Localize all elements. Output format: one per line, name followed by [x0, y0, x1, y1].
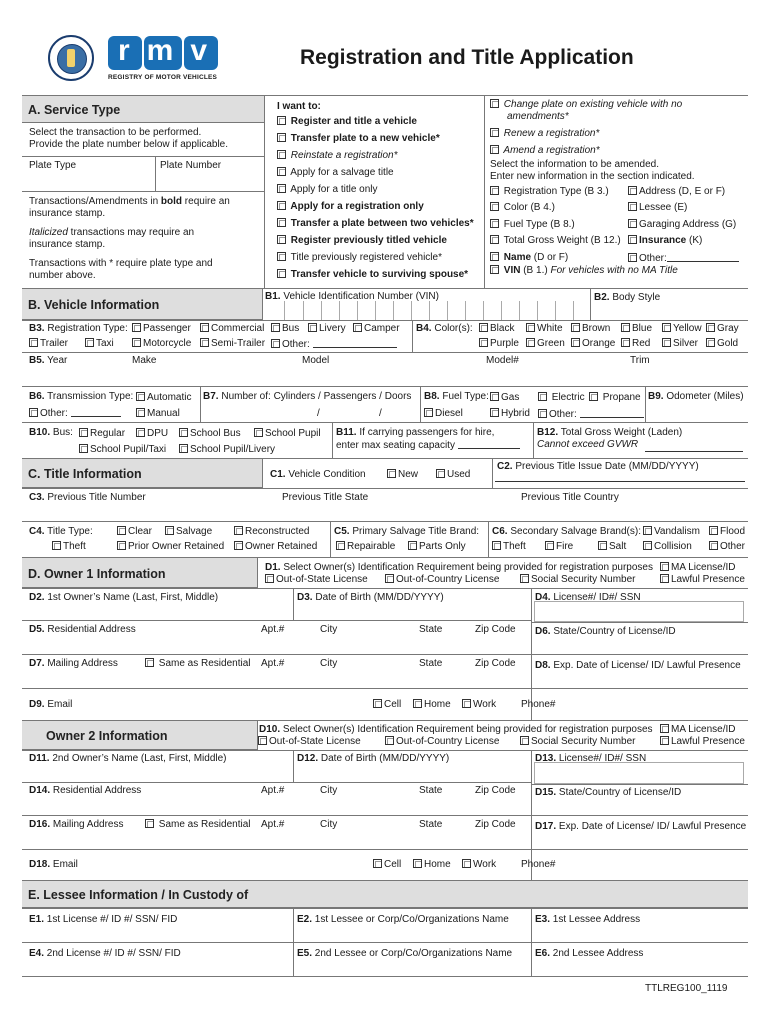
section-e-header: E. Lessee Information / In Custody of — [22, 880, 748, 908]
color-brown[interactable]: Brown — [571, 323, 610, 335]
prev-title-number-field[interactable]: C3. Previous Title Number — [29, 492, 146, 503]
gross-weight-field[interactable]: B12. Total Gross Weight (Laden) — [537, 427, 683, 438]
am-name[interactable]: Name (D or F) — [490, 252, 568, 264]
lessee1-license-field[interactable]: E1. 1st License #/ ID #/ SSN/ FID — [29, 914, 178, 925]
fuel-hybrid[interactable]: Hybrid — [490, 408, 530, 420]
opt-transfer-between[interactable]: Transfer a plate between two vehicles* — [277, 218, 474, 230]
owner2-license-label: D13. License#/ ID#/ SSN — [535, 753, 647, 764]
color-silver[interactable]: Silver — [662, 338, 698, 350]
page-title: Registration and Title Application — [300, 46, 634, 69]
section-c-header: C. Title Information — [22, 458, 262, 488]
fuel-other[interactable]: Other: — [538, 408, 644, 421]
opt-salvage-title[interactable]: Apply for a salvage title — [277, 167, 394, 179]
color-blue[interactable]: Blue — [621, 323, 652, 335]
owner2-license-state-field[interactable]: D15. State/Country of License/ID — [535, 787, 682, 798]
title-prior-owner[interactable]: Prior Owner Retained — [117, 541, 224, 553]
owner1-same-as-res[interactable]: Same as Residential — [145, 658, 251, 670]
reg-semi-trailer[interactable]: Semi-Trailer — [200, 338, 265, 350]
brand-parts-only[interactable]: Parts Only — [408, 541, 466, 553]
reg-taxi[interactable]: Taxi — [85, 338, 114, 350]
owner2-res-address-field[interactable]: D14. Residential Address — [29, 785, 142, 796]
ma-seal-icon — [48, 35, 94, 81]
am-insurance[interactable]: Insurance (K) — [628, 235, 702, 247]
owner2-license-input[interactable] — [534, 762, 744, 784]
title-type-label: C4. Title Type: — [29, 526, 93, 537]
brand-other[interactable]: Other — [709, 541, 745, 553]
note-italic: Italicized transactions may require an — [29, 227, 195, 238]
owner1-exp-date-field[interactable]: D8. Exp. Date of License/ ID/ Lawful Presence — [535, 660, 741, 671]
owner2-mail-address-field[interactable]: D16. Mailing Address — [29, 819, 124, 830]
owner2-exp-date-field[interactable]: D17. Exp. Date of License/ ID/ Lawful Presence — [535, 821, 747, 832]
opt-title-prev-registered[interactable]: Title previously registered vehicle* — [277, 252, 442, 264]
title-owner-retained[interactable]: Owner Retained — [234, 541, 317, 553]
bus-school-livery[interactable]: School Pupil/Livery — [179, 444, 275, 456]
opt-register-prev-titled[interactable]: Register previously titled vehicle — [277, 235, 447, 247]
owner2-id-requirement-label: D10. Select Owner(s) Identification Requirement being provided for registration purposes — [259, 724, 653, 735]
am-other[interactable]: Other: — [628, 252, 739, 265]
bus-school-bus[interactable]: School Bus — [179, 428, 241, 440]
prev-title-country-field[interactable]: Previous Title Country — [521, 492, 619, 503]
owner2-phone-work[interactable]: Work — [462, 859, 496, 871]
lessee1-name-field[interactable]: E2. 1st Lessee or Corp/Co/Organizations Name — [297, 914, 509, 925]
lessee2-name-field[interactable]: E5. 2nd Lessee or Corp/Co/Organizations Name — [297, 948, 513, 959]
owner2-header: Owner 2 Information — [22, 720, 257, 750]
fuel-propane[interactable]: Propane — [589, 392, 641, 404]
am-address[interactable]: Address (D, E or F) — [628, 186, 725, 198]
bus-school-pupil[interactable]: School Pupil — [254, 428, 321, 440]
brand-vandalism[interactable]: Vandalism — [643, 526, 700, 538]
owner2-id-lawful[interactable]: Lawful Presence — [660, 736, 745, 748]
opt-title-only[interactable]: Apply for a title only — [277, 184, 378, 196]
fuel-electric[interactable]: Electric — [538, 392, 585, 404]
id-ssn[interactable]: Social Security Number — [520, 574, 635, 586]
reg-other[interactable]: Other: — [271, 338, 397, 351]
id-requirement-label: D1. Select Owner(s) Identification Requirement being provided for registration purposes — [265, 562, 653, 573]
brand-theft[interactable]: Theft — [492, 541, 526, 553]
make-field[interactable]: Make — [132, 355, 157, 366]
fuel-gas[interactable]: Gas — [490, 392, 519, 404]
owner1-phone-field[interactable]: Phone# — [521, 699, 556, 710]
note-bold: Transactions/Amendments in bold require an — [29, 196, 230, 207]
am-vin[interactable]: VIN (B 1.) For vehicles with no MA Title — [490, 265, 678, 277]
id-lawful[interactable]: Lawful Presence — [660, 574, 745, 586]
opt-amend[interactable]: Amend a registration* — [490, 145, 600, 157]
year-field[interactable]: B5. Year — [29, 355, 68, 366]
bus-school-taxi[interactable]: School Pupil/Taxi — [79, 444, 166, 456]
plate-type-field[interactable]: Plate Type — [29, 160, 77, 171]
bus-dpu[interactable]: DPU — [136, 428, 168, 440]
reg-livery[interactable]: Livery — [308, 323, 346, 335]
am-gvw[interactable]: Total Gross Weight (B 12.) — [490, 235, 621, 247]
title-clear[interactable]: Clear — [117, 526, 152, 538]
bus-label: B10. Bus: — [29, 427, 73, 438]
owner1-phone-work[interactable]: Work — [462, 699, 496, 711]
color-red[interactable]: Red — [621, 338, 650, 350]
form-id: TTLREG100_1119 — [645, 983, 728, 994]
owner1-res-address-field[interactable]: D5. Residential Address — [29, 624, 136, 635]
reg-type-label: B3. Registration Type: — [29, 323, 128, 334]
odometer-field[interactable]: B9. Odometer (Miles) — [648, 391, 744, 402]
opt-change-plate[interactable]: Change plate on existing vehicle with no — [490, 99, 682, 111]
transmission-label: B6. Transmission Type: — [29, 391, 134, 402]
owner2-phone-field[interactable]: Phone# — [521, 859, 556, 870]
brand-salt[interactable]: Salt — [598, 541, 626, 553]
reg-trailer[interactable]: Trailer — [29, 338, 68, 350]
am-lessee[interactable]: Lessee (E) — [628, 202, 687, 214]
prev-title-date-field[interactable]: C2. Previous Title Issue Date (MM/DD/YYYY) — [497, 461, 699, 472]
rmv-logo-letters: rmv — [108, 36, 218, 70]
owner1-phone-cell[interactable]: Cell — [373, 699, 401, 711]
id-out-state[interactable]: Out-of-State License — [265, 574, 368, 586]
color-label: B4. Color(s): — [416, 323, 473, 334]
primary-brand-label: C5. Primary Salvage Title Brand: — [334, 526, 480, 537]
reg-camper[interactable]: Camper — [353, 323, 400, 335]
color-yellow[interactable]: Yellow — [662, 323, 702, 335]
owner2-phone-cell[interactable]: Cell — [373, 859, 401, 871]
seating-capacity-field[interactable]: B11. If carrying passengers for hire, — [336, 427, 495, 438]
owner2-phone-home[interactable]: Home — [413, 859, 451, 871]
am-fuel[interactable]: Fuel Type (B 8.) — [490, 219, 575, 231]
service-instructions: Select the transaction to be performed. — [29, 127, 202, 138]
am-color[interactable]: Color (B 4.) — [490, 202, 555, 214]
color-white[interactable]: White — [526, 323, 563, 335]
prev-title-state-field[interactable]: Previous Title State — [282, 492, 369, 503]
bus-regular[interactable]: Regular — [79, 428, 125, 440]
owner1-phone-home[interactable]: Home — [413, 699, 451, 711]
fuel-label: B8. Fuel Type: — [424, 391, 489, 402]
owner1-license-input[interactable] — [534, 601, 744, 622]
owner1-mail-address-field[interactable]: D7. Mailing Address — [29, 658, 118, 669]
fuel-diesel[interactable]: Diesel — [424, 408, 463, 420]
cylinders-field[interactable]: B7. Number of: Cylinders / Passengers / Doors — [203, 391, 412, 402]
color-purple[interactable]: Purple — [479, 338, 519, 350]
color-green[interactable]: Green — [526, 338, 565, 350]
trans-other[interactable]: Other: — [29, 407, 121, 420]
owner2-same-as-res[interactable]: Same as Residential — [145, 819, 251, 831]
brand-repairable[interactable]: Repairable — [336, 541, 395, 553]
color-gray[interactable]: Gray — [706, 323, 739, 335]
brand-collision[interactable]: Collision — [643, 541, 692, 553]
condition-new[interactable]: New — [387, 469, 418, 481]
id-out-country[interactable]: Out-of-Country License — [385, 574, 499, 586]
section-a-header: A. Service Type — [22, 95, 264, 123]
title-salvage[interactable]: Salvage — [165, 526, 212, 538]
brand-flood[interactable]: Flood — [709, 526, 745, 538]
i-want-label: I want to: — [277, 101, 321, 112]
brand-fire[interactable]: Fire — [545, 541, 573, 553]
owner1-name-field[interactable]: D2. 1st Owner’s Name (Last, First, Middle) — [29, 592, 219, 603]
reg-commercial[interactable]: Commercial — [200, 323, 264, 335]
color-black[interactable]: Black — [479, 323, 514, 335]
owner1-license-label: D4. License#/ ID#/ SSN — [535, 592, 641, 603]
owner1-license-state-field[interactable]: D6. State/Country of License/ID — [535, 626, 676, 637]
opt-reinstate[interactable]: Reinstate a registration* — [277, 150, 398, 162]
trim-field[interactable]: Trim — [630, 355, 650, 366]
note-asterisk: Transactions with * require plate type and — [29, 258, 213, 269]
color-gold[interactable]: Gold — [706, 338, 738, 350]
owner2-id-ssn[interactable]: Social Security Number — [520, 736, 635, 748]
condition-used[interactable]: Used — [436, 469, 470, 481]
secondary-brand-label: C6. Secondary Salvage Brand(s): — [492, 526, 641, 537]
plate-number-field[interactable]: Plate Number — [160, 160, 222, 171]
body-style-field[interactable]: B2. Body Style — [594, 292, 661, 303]
am-garage[interactable]: Garaging Address (G) — [628, 219, 736, 231]
vin-label: B1. Vehicle Identification Number (VIN) — [265, 291, 439, 302]
section-b-header: B. Vehicle Information — [22, 288, 262, 320]
id-ma-license[interactable]: MA License/ID — [660, 562, 735, 574]
am-reg-type[interactable]: Registration Type (B 3.) — [490, 186, 609, 198]
opt-registration-only[interactable]: Apply for a registration only — [277, 201, 424, 213]
owner2-id-out-country[interactable]: Out-of-Country License — [385, 736, 499, 748]
owner1-email-field[interactable]: D9. Email — [29, 699, 73, 710]
owner2-email-field[interactable]: D18. Email — [29, 859, 78, 870]
rmv-logo-sub: REGISTRY OF MOTOR VEHICLES — [108, 74, 218, 81]
reg-passenger[interactable]: Passenger — [132, 323, 191, 335]
opt-transfer-plate[interactable]: Transfer plate to a new vehicle* — [277, 133, 440, 145]
reg-motorcycle[interactable]: Motorcycle — [132, 338, 191, 350]
owner2-id-ma-license[interactable]: MA License/ID — [660, 724, 735, 736]
reg-bus[interactable]: Bus — [271, 323, 299, 335]
model-number-field[interactable]: Model# — [486, 355, 519, 366]
trans-manual[interactable]: Manual — [136, 408, 180, 420]
opt-register-title[interactable]: Register and title a vehicle — [277, 116, 417, 128]
lessee2-license-field[interactable]: E4. 2nd License #/ ID #/ SSN/ FID — [29, 948, 181, 959]
opt-renew[interactable]: Renew a registration* — [490, 128, 599, 140]
lessee2-address-field[interactable]: E6. 2nd Lessee Address — [535, 948, 644, 959]
opt-surviving-spouse[interactable]: Transfer vehicle to surviving spouse* — [277, 269, 468, 281]
owner2-name-field[interactable]: D11. 2nd Owner’s Name (Last, First, Middle) — [29, 753, 227, 764]
owner1-dob-field[interactable]: D3. Date of Birth (MM/DD/YYYY) — [297, 592, 444, 603]
title-theft[interactable]: Theft — [52, 541, 86, 553]
rmv-logo — [108, 34, 225, 84]
section-d-header: D. Owner 1 Information — [22, 557, 257, 588]
gross-weight-note: Cannot exceed GVWR — [537, 439, 639, 450]
owner2-id-out-state[interactable]: Out-of-State License — [258, 736, 361, 748]
color-orange[interactable]: Orange — [571, 338, 615, 350]
vin-input[interactable] — [262, 301, 590, 320]
owner2-dob-field[interactable]: D12. Date of Birth (MM/DD/YYYY) — [297, 753, 450, 764]
model-field[interactable]: Model — [302, 355, 330, 366]
trans-automatic[interactable]: Automatic — [136, 392, 191, 404]
condition-label: C1. Vehicle Condition — [270, 469, 366, 480]
lessee1-address-field[interactable]: E3. 1st Lessee Address — [535, 914, 641, 925]
title-reconstructed[interactable]: Reconstructed — [234, 526, 309, 538]
